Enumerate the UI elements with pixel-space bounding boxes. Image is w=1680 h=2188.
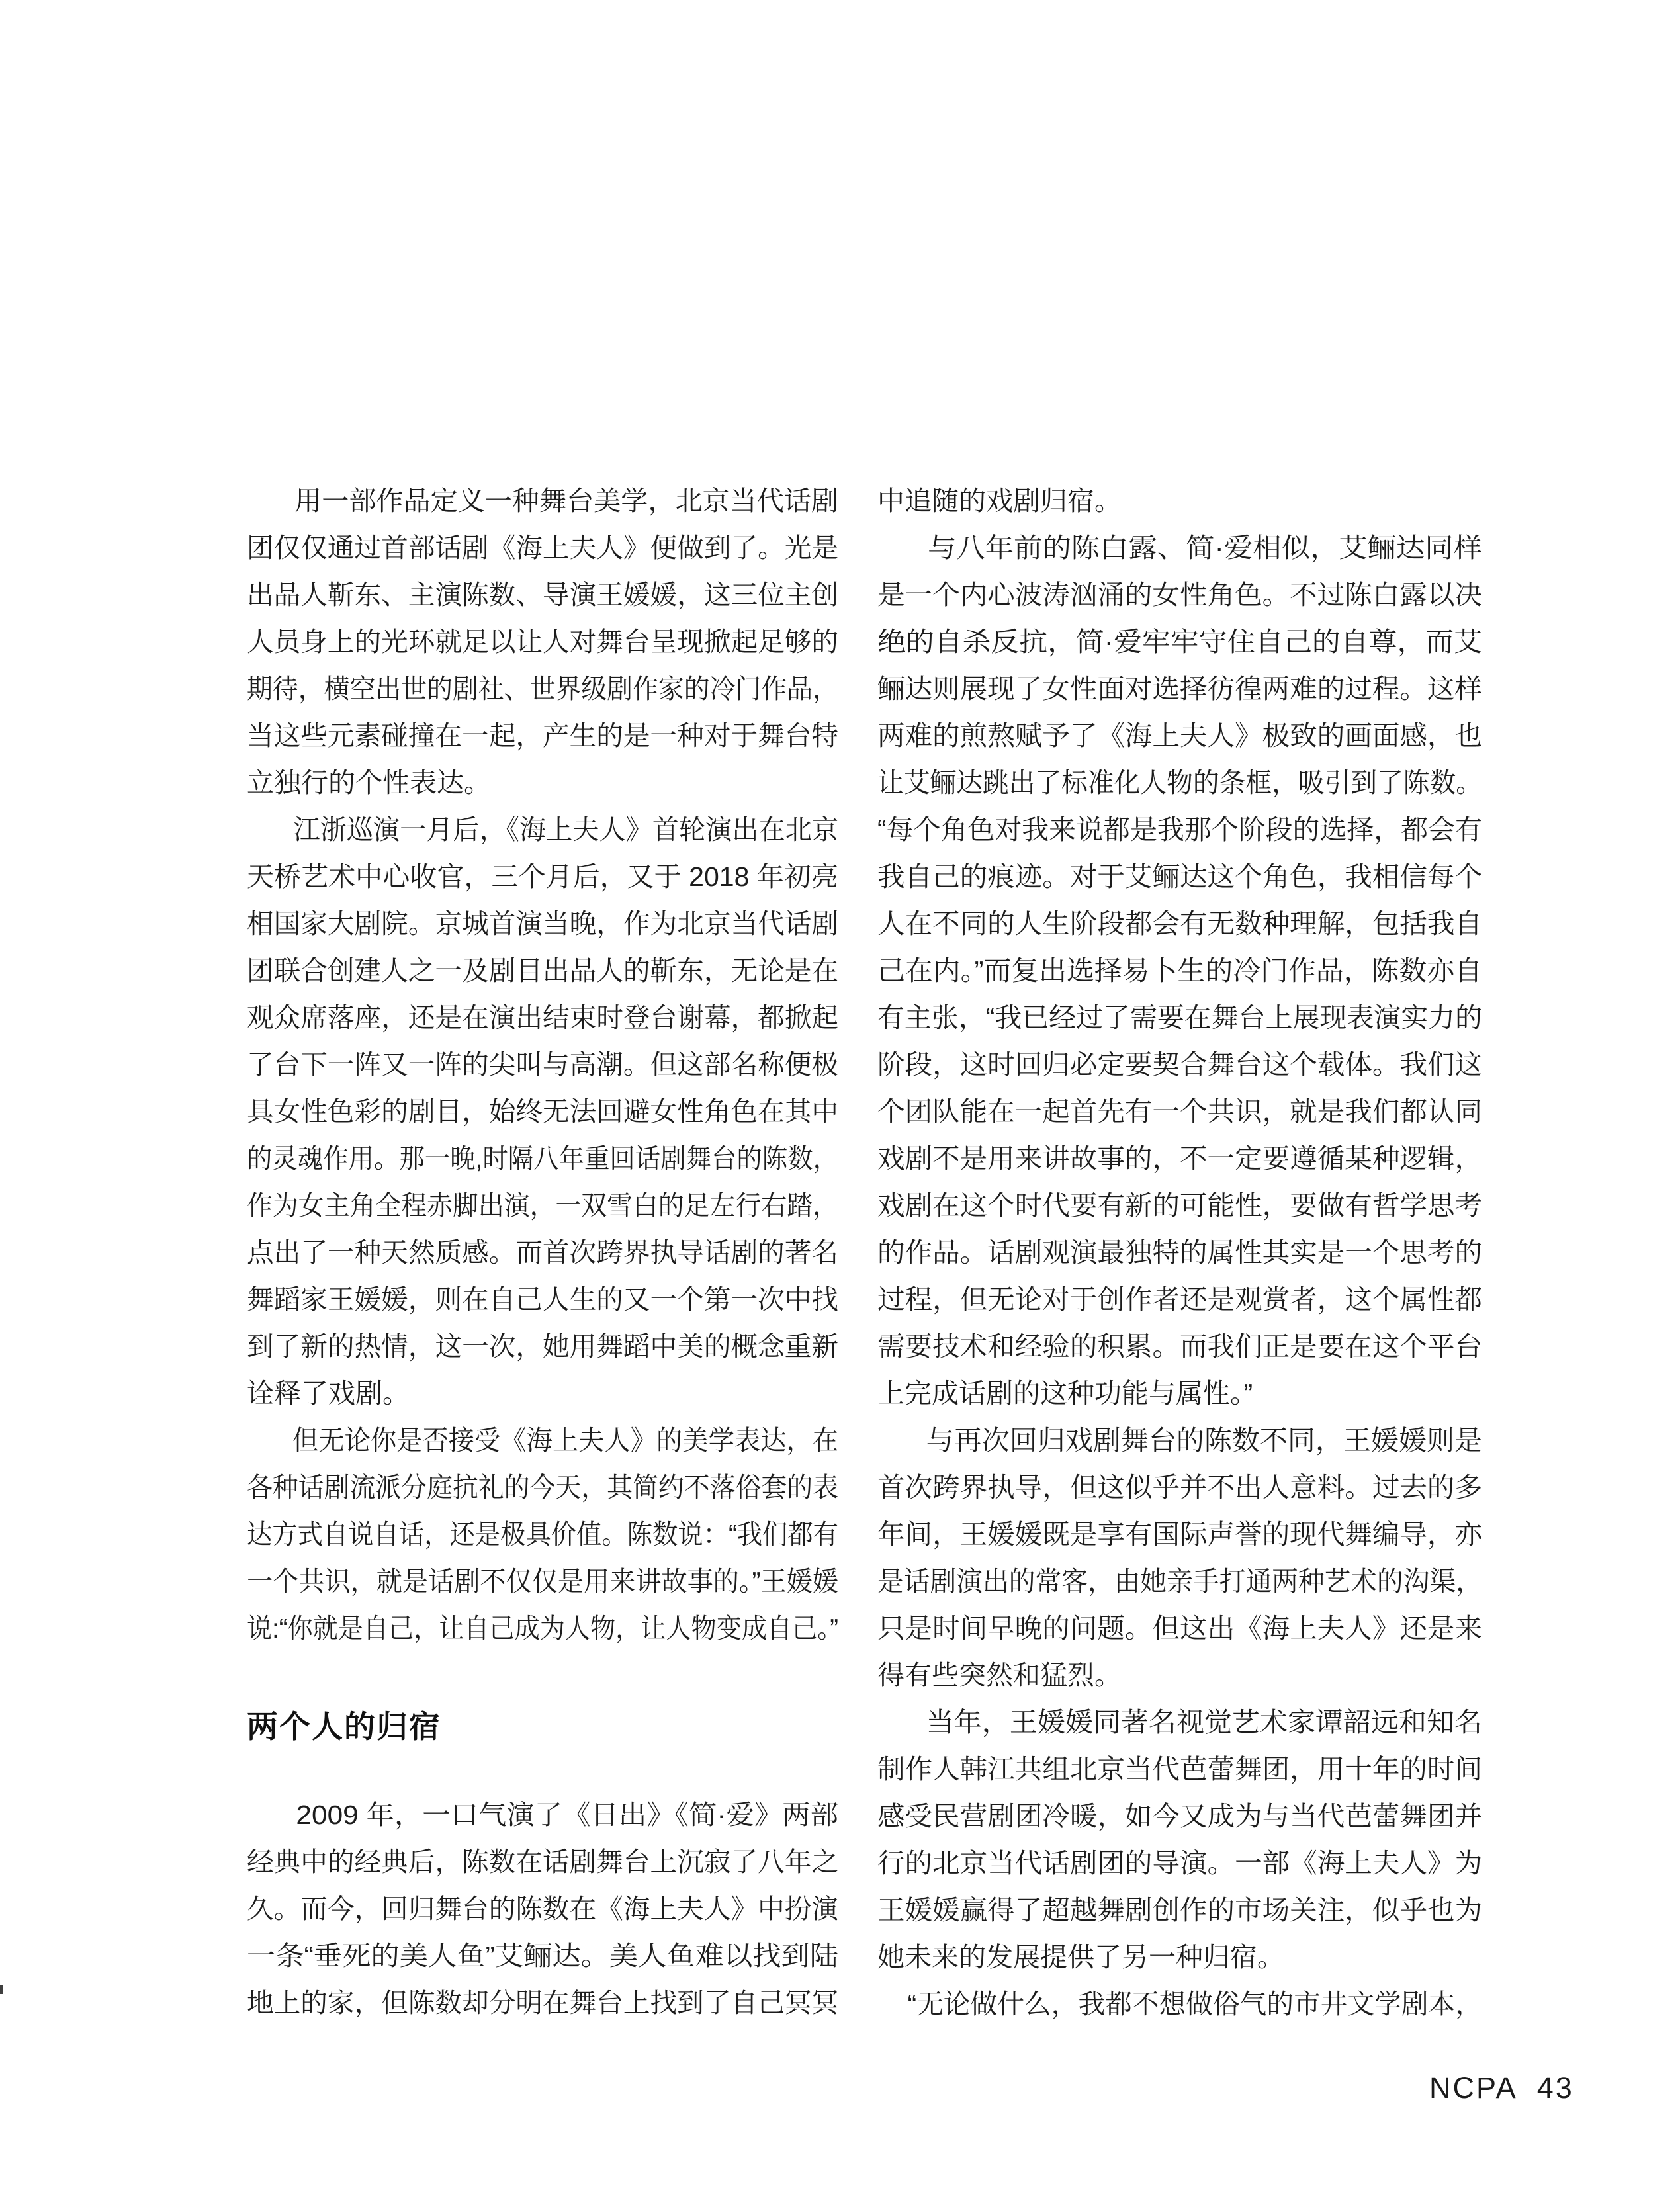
text-line	[247, 994, 838, 1041]
text-line-content: 期待，横空出世的剧社、世界级剧作家的冷门作品，	[247, 674, 838, 704]
text-line	[247, 1464, 838, 1511]
text-line-content: 与八年前的陈白露、简·爱相似，艾鲡达同样	[928, 533, 1482, 563]
text-line-content: 需要技术和经验的积累。而我们正是要在这个平台	[877, 1331, 1482, 1362]
text-line-content: 己在内。”而复出选择易卜生的冷门作品，陈数亦自	[877, 955, 1482, 986]
text-line	[247, 1182, 838, 1229]
page-number-label: NCPA 43	[1429, 2071, 1574, 2105]
text-line	[247, 525, 838, 572]
text-line-content: 当年，王媛媛同著名视觉艺术家谭韶远和知名	[926, 1707, 1482, 1737]
text-line-content: 鲡达则展现了女性面对选择彷徨两难的过程。这样	[877, 674, 1482, 704]
text-line-content: 感受民营剧团冷暖，如今又成为与当代芭蕾舞团并	[877, 1801, 1482, 1831]
text-line	[877, 619, 1482, 666]
text-line	[247, 853, 838, 900]
text-line-content: 经典中的经典后，陈数在话剧舞台上沉寂了八年之	[247, 1847, 838, 1877]
text-line-content: 绝的自杀反抗，简·爱牢牢守住自己的自尊，而艾	[877, 627, 1482, 657]
text-line-content: 是一个内心波涛汹涌的女性角色。不过陈白露以决	[877, 580, 1482, 610]
text-line-content: 团联合创建人之一及剧目出品人的靳东，无论是在	[247, 955, 838, 986]
text-line	[247, 619, 838, 666]
text-line	[877, 713, 1482, 760]
text-line	[877, 1135, 1482, 1182]
text-line-content: 作为女主角全程赤脚出演，一双雪白的足左行右踏，	[247, 1190, 838, 1221]
text-line	[247, 713, 838, 760]
text-line-content: 让艾鲡达跳出了标准化人物的条框，吸引到了陈数。	[877, 767, 1482, 798]
text-line	[877, 572, 1482, 619]
section-heading: 两个人的归宿	[247, 1709, 441, 1744]
text-line-content: 诠释了戏剧。	[247, 1378, 410, 1409]
text-line-content: 年间，王媛媛既是享有国际声誉的现代舞编导，亦	[877, 1519, 1482, 1550]
text-line-content: 只是时间早晚的问题。但这出《海上夫人》还是来	[877, 1613, 1482, 1643]
text-line-content: 各种话剧流派分庭抗礼的今天，其简约不落俗套的表	[247, 1472, 838, 1503]
text-line-content: “无论做什么，我都不想做俗气的市井文学剧本，	[907, 1989, 1482, 2019]
text-line-content: 观众席落座，还是在演出结束时登台谢幕，都掀起	[247, 1002, 838, 1033]
text-line-content: 2009 年，一口气演了《日出》《简·爱》两部	[296, 1800, 838, 1830]
text-line	[877, 1041, 1482, 1088]
text-line	[247, 1229, 838, 1276]
text-line	[877, 1746, 1482, 1793]
text-line-content: 出品人靳东、主演陈数、导演王媛媛，这三位主创	[247, 580, 838, 610]
text-line	[877, 1370, 1482, 1417]
text-line	[877, 1793, 1482, 1840]
text-line	[247, 947, 838, 994]
page-number	[1429, 2070, 1574, 2107]
text-line-content: 上完成话剧的这种功能与属性。”	[877, 1378, 1253, 1409]
text-line-content: 了台下一阵又一阵的尖叫与高潮。但这部名称便极	[247, 1049, 838, 1080]
text-line	[877, 1088, 1482, 1135]
text-line	[877, 807, 1482, 853]
text-line-content: 阶段，这时回归必定要契合舞台这个载体。我们这	[877, 1049, 1482, 1080]
text-line	[247, 1792, 838, 1839]
text-column-left	[247, 478, 838, 2027]
text-line-content: 达方式自说自话，还是极具价值。陈数说：“我们都有	[247, 1519, 838, 1550]
text-line-content: 有主张，“我已经过了需要在舞台上展现表演实力的	[877, 1002, 1482, 1033]
text-line-content: 戏剧在这个时代要有新的可能性，要做有哲学思考	[877, 1190, 1482, 1221]
text-column-right	[877, 478, 1482, 2028]
text-line	[247, 1135, 838, 1182]
text-line	[877, 1229, 1482, 1276]
text-line	[877, 1934, 1482, 1981]
text-line-content: 我自己的痕迹。对于艾鲡达这个角色，我相信每个	[877, 861, 1482, 892]
text-line-content: 过程，但无论对于创作者还是观赏者，这个属性都	[877, 1284, 1482, 1315]
text-line-content: 王媛媛赢得了超越舞剧创作的市场关注，似乎也为	[877, 1895, 1482, 1925]
text-line	[247, 1886, 838, 1933]
text-line	[877, 1887, 1482, 1934]
text-line-content: 制作人韩江共组北京当代芭蕾舞团，用十年的时间	[877, 1754, 1482, 1784]
text-line-content: 与再次回归戏剧舞台的陈数不同，王媛媛则是	[926, 1425, 1482, 1456]
text-line-content: 天桥艺术中心收官，三个月后，又于 2018 年初亮	[247, 861, 838, 892]
text-line-content: 用一部作品定义一种舞台美学，北京当代话剧	[294, 486, 838, 516]
text-line	[247, 572, 838, 619]
text-line-content: 人员身上的光环就足以让人对舞台呈现掀起足够的	[247, 627, 838, 657]
text-line	[247, 1839, 838, 1886]
text-line-content: “每个角色对我来说都是我那个阶段的选择，都会有	[877, 814, 1482, 845]
text-line-content: 人在不同的人生阶段都会有无数种理解，包括我自	[877, 908, 1482, 939]
text-line-content: 团仅仅通过首部话剧《海上夫人》便做到了。光是	[247, 533, 838, 563]
text-line-content: 但无论你是否接受《海上夫人》的美学表达，在	[292, 1425, 838, 1456]
text-line	[247, 1088, 838, 1135]
text-line	[877, 1605, 1482, 1652]
text-line-content: 江浙巡演一月后，《海上夫人》首轮演出在北京	[293, 814, 838, 845]
text-line	[247, 1511, 838, 1558]
text-line-content: 相国家大剧院。京城首演当晚，作为北京当代话剧	[247, 908, 838, 939]
text-line	[877, 478, 1482, 525]
text-line-content: 的灵魂作用。那一晚,时隔八年重回话剧舞台的陈数，	[247, 1143, 838, 1174]
text-line	[247, 760, 838, 807]
text-line	[247, 900, 838, 947]
text-line	[877, 1276, 1482, 1323]
text-line	[247, 1417, 838, 1464]
text-line	[877, 1699, 1482, 1746]
text-line	[247, 807, 838, 853]
text-line	[247, 1323, 838, 1370]
text-line	[877, 1511, 1482, 1558]
text-line	[877, 1323, 1482, 1370]
text-line-content: 一条“垂死的美人鱼”艾鲡达。美人鱼难以找到陆	[247, 1941, 838, 1971]
text-line	[877, 525, 1482, 572]
page-edge-mark	[0, 1985, 3, 1994]
text-line	[247, 1980, 838, 2027]
text-line-content: 一个共识，就是话剧不仅仅是用来讲故事的。”王媛媛	[247, 1566, 838, 1597]
text-line-content: 具女性色彩的剧目，始终无法回避女性角色在其中	[247, 1096, 838, 1127]
text-line	[877, 1417, 1482, 1464]
text-line-content: 立独行的个性表达。	[247, 767, 491, 798]
text-line	[877, 1464, 1482, 1511]
text-line-content: 说:“你就是自己，让自己成为人物，让人物变成自己。”	[247, 1613, 838, 1643]
text-line	[247, 478, 838, 525]
text-line-content: 到了新的热情，这一次，她用舞蹈中美的概念重新	[247, 1331, 838, 1362]
text-line-content: 个团队能在一起首先有一个共识，就是我们都认同	[877, 1096, 1482, 1127]
text-line	[877, 760, 1482, 807]
text-line-content: 首次跨界执导，但这似乎并不出人意料。过去的多	[877, 1472, 1482, 1503]
text-line-content: 得有些突然和猛烈。	[877, 1660, 1122, 1690]
text-line-content: 两难的煎熬赋予了《海上夫人》极致的画面感，也	[877, 721, 1482, 751]
text-line	[247, 1276, 838, 1323]
text-line-content: 是话剧演出的常客，由她亲手打通两种艺术的沟渠，	[877, 1566, 1482, 1597]
text-line	[877, 900, 1482, 947]
text-line	[877, 994, 1482, 1041]
text-line	[247, 666, 838, 713]
text-line	[877, 1652, 1482, 1699]
text-line	[247, 1041, 838, 1088]
text-line-content: 舞蹈家王媛媛，则在自己人生的又一个第一次中找	[247, 1284, 838, 1315]
text-line	[877, 666, 1482, 713]
text-line-content: 她未来的发展提供了另一种归宿。	[877, 1942, 1284, 1972]
text-line	[877, 1558, 1482, 1605]
text-line-content: 中追随的戏剧归宿。	[877, 486, 1122, 516]
text-line	[247, 1933, 838, 1980]
text-line	[877, 1840, 1482, 1887]
text-line	[877, 1981, 1482, 2028]
text-line	[877, 947, 1482, 994]
text-line	[247, 1370, 838, 1417]
text-line	[877, 853, 1482, 900]
text-line-content: 行的北京当代话剧团的导演。一部《海上夫人》为	[877, 1848, 1482, 1878]
text-line-content: 当这些元素碰撞在一起，产生的是一种对于舞台特	[247, 721, 838, 751]
text-line-content: 点出了一种天然质感。而首次跨界执导话剧的著名	[247, 1237, 838, 1268]
text-line-content: 的作品。话剧观演最独特的属性其实是一个思考的	[877, 1237, 1482, 1268]
text-line-content: 地上的家，但陈数却分明在舞台上找到了自己冥冥	[247, 1988, 838, 2018]
text-line	[247, 1558, 838, 1605]
text-line-content: 戏剧不是用来讲故事的，不一定要遵循某种逻辑，	[877, 1143, 1482, 1174]
text-line-content: 久。而今，回归舞台的陈数在《海上夫人》中扮演	[247, 1894, 838, 1924]
text-line	[877, 1182, 1482, 1229]
text-line	[247, 1605, 838, 1652]
